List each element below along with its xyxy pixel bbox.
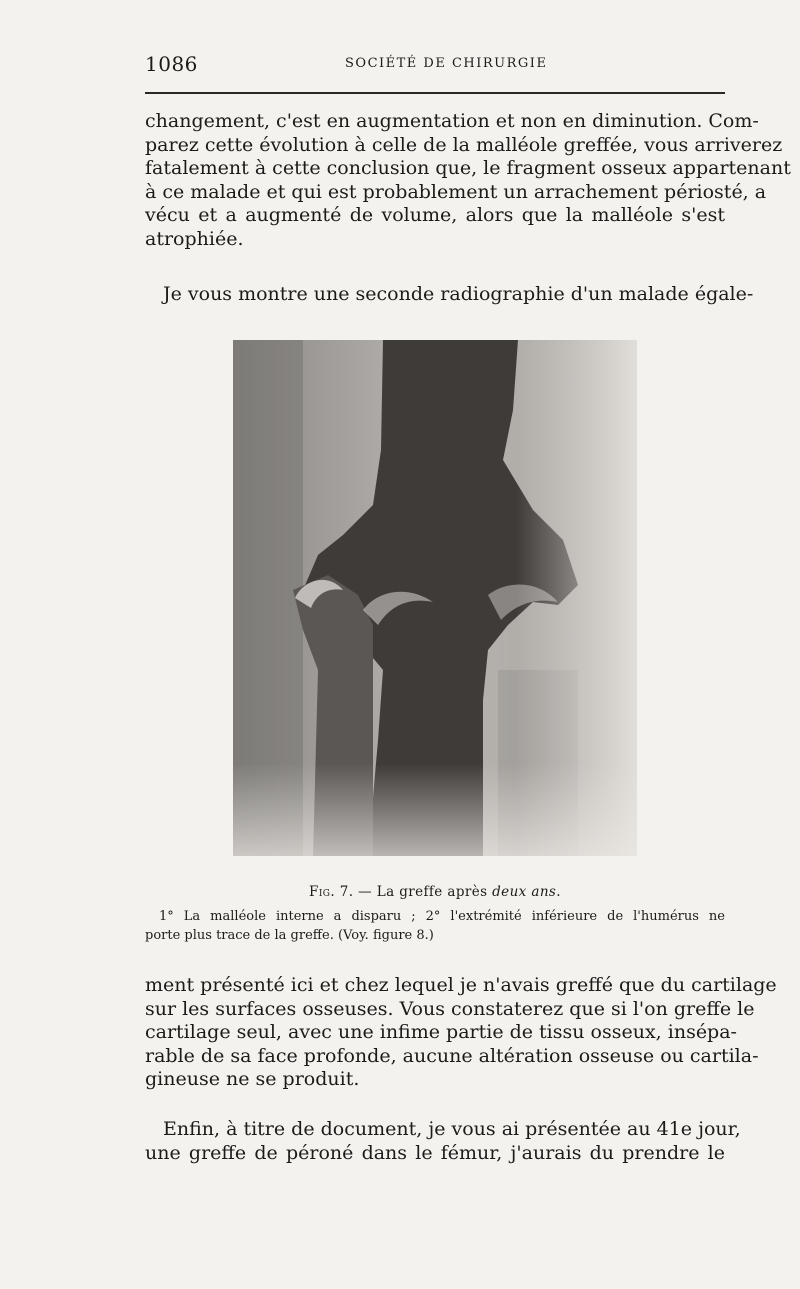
text-line: à ce malade et qui est probablement un arrachement périosté, a: [145, 180, 767, 203]
caption-line: 1° La malléole interne a disparu ; 2° l'extrémité inférieure de l'humérus ne: [159, 909, 725, 924]
figure-caption-body: [145, 907, 725, 945]
text-line: sur les surfaces osseuses. Vous constaterez que si l'on greffe le: [145, 997, 755, 1020]
paragraph-3: [145, 974, 777, 1092]
figure-dash: —: [353, 884, 377, 900]
text-line: une greffe de péroné dans le fémur, j'aurais du prendre le: [145, 1141, 725, 1164]
figure-label: Fig. 7.: [309, 884, 354, 900]
text-line: vécu et a augmenté de volume, alors que la malléole s'est: [145, 204, 725, 227]
text-line: gineuse ne se produit.: [145, 1068, 360, 1091]
xray-image: [233, 340, 637, 856]
caption-line: porte plus trace de la greffe. (Voy. figure 8.): [145, 928, 434, 943]
figure-title-italic: deux ans: [492, 884, 557, 900]
page-number: 1086: [145, 52, 198, 76]
figure-title: La greffe après: [376, 884, 493, 900]
text-line: parez cette évolution à celle de la malléole greffée, vous arriverez: [145, 133, 783, 156]
text-line: changement, c'est en augmentation et non en diminution. Com-: [145, 110, 759, 132]
paragraph-4: [145, 1118, 741, 1165]
figure-caption-title: [145, 884, 725, 900]
text-line: atrophiée.: [145, 227, 244, 250]
page-header: [145, 52, 725, 82]
text-line: ment présenté ici et chez lequel je n'avais greffé que du cartilage: [145, 974, 777, 996]
text-line: rable de sa face profonde, aucune altération osseuse ou cartila-: [145, 1044, 759, 1067]
paragraph-1: [145, 110, 791, 252]
text-line: Enfin, à titre de document, je vous ai présentée au 41e jour,: [163, 1118, 741, 1140]
xray-figure: [233, 340, 637, 856]
paragraph-2: [145, 283, 754, 307]
figure-title-end: .: [556, 884, 561, 900]
running-head: SOCIÉTÉ DE CHIRURGIE: [345, 56, 548, 71]
text-line: cartilage seul, avec une infime partie de tissu osseux, insépa-: [145, 1021, 737, 1044]
header-rule: [145, 92, 725, 94]
text-line: Je vous montre une seconde radiographie d'un malade égale-: [163, 283, 754, 305]
text-line: fatalement à cette conclusion que, le fragment osseux appartenant: [145, 157, 791, 180]
